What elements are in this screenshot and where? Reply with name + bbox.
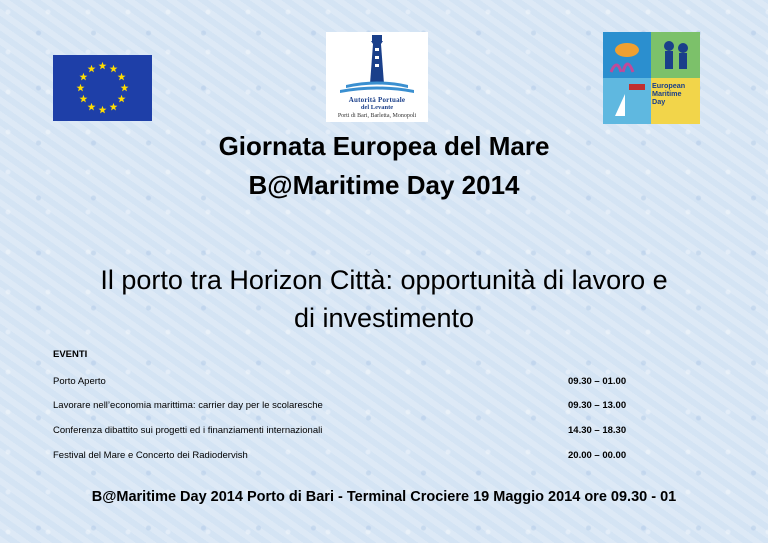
subtitle-line2: di investimento [293, 303, 475, 333]
event-name: Festival del Mare e Concerto dei Radiodervish [53, 450, 248, 461]
eu-star-icon [88, 103, 96, 111]
eu-star-icon [99, 62, 107, 70]
events-heading: EVENTI [53, 349, 88, 360]
event-row [53, 425, 653, 440]
event-name: Conferenza dibattito sui progetti ed i finanziamenti internazionali [53, 425, 323, 436]
event-time: 09.30 – 13.00 [568, 400, 627, 411]
footer-info: B@Maritime Day 2014 Porto di Bari - Terminal Crociere 19 Maggio 2014 ore 09.30 - 01 [91, 489, 677, 505]
eu-star-icon [88, 65, 96, 73]
eu-star-icon [79, 73, 87, 81]
event-row [53, 450, 653, 465]
eu-star-icon [121, 84, 129, 92]
event-time: 14.30 – 18.30 [568, 425, 627, 436]
maritime-day-emblem-icon [603, 32, 700, 124]
event-time: 20.00 – 00.00 [568, 450, 627, 461]
event-name: Porto Aperto [53, 376, 106, 387]
lighthouse-icon [326, 32, 428, 96]
european-maritime-day-logo [603, 32, 700, 124]
maritime-day-label: European Maritime Day [652, 81, 686, 106]
eu-star-icon [99, 106, 107, 114]
event-time: 09.30 – 01.00 [568, 376, 627, 387]
title-line1: Giornata Europea del Mare [218, 131, 550, 161]
port-authority-name-line1: Autorità Portuale [348, 96, 406, 104]
event-row [53, 400, 653, 415]
eu-star-icon [118, 73, 126, 81]
port-authority-name-line2: del Levante [360, 104, 394, 111]
eu-star-icon [79, 95, 87, 103]
port-authority-logo [326, 32, 428, 122]
subtitle-line1: Il porto tra Horizon Città: opportunità di lavoro e [100, 265, 668, 295]
port-authority-ports: Porti di Bari, Barletta, Monopoli [337, 113, 417, 119]
event-name: Lavorare nell’economia marittima: carrier day per le scolaresche [53, 400, 323, 411]
title-line2: B@Maritime Day 2014 [248, 170, 520, 200]
eu-star-icon [118, 95, 126, 103]
eu-star-icon [77, 84, 85, 92]
event-row [53, 376, 653, 391]
eu-star-icon [110, 103, 118, 111]
eu-flag-logo [53, 55, 152, 121]
eu-stars-icon [53, 55, 152, 121]
eu-star-icon [110, 65, 118, 73]
